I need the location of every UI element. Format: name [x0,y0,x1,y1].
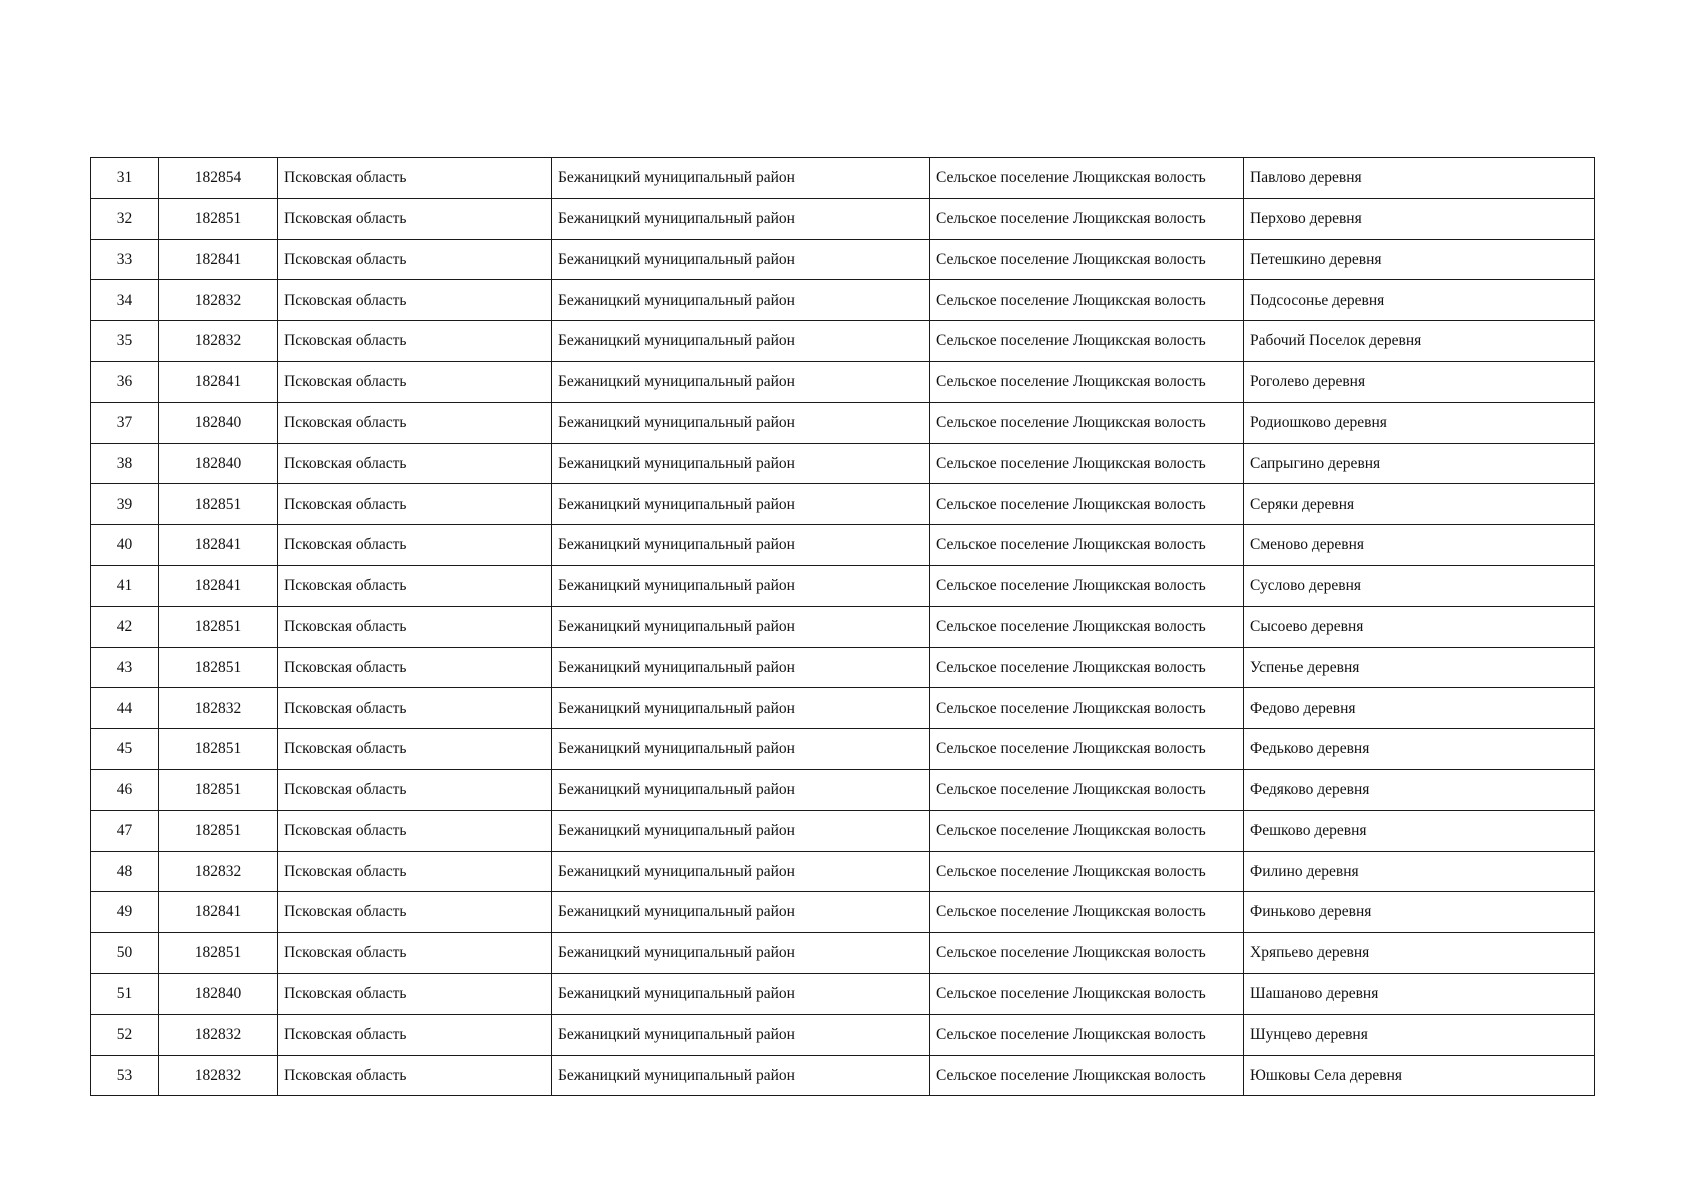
district-cell: Бежаницкий муниципальный район [552,729,930,770]
row-number-cell: 51 [91,973,159,1014]
district-cell: Бежаницкий муниципальный район [552,443,930,484]
district-cell: Бежаницкий муниципальный район [552,158,930,199]
row-number-cell: 41 [91,565,159,606]
settlement-cell: Сельское поселение Лющикская волость [930,484,1244,525]
region-cell: Псковская область [278,402,552,443]
settlement-cell: Сельское поселение Лющикская волость [930,606,1244,647]
table-row [91,1014,1595,1055]
row-number-cell: 37 [91,402,159,443]
row-number-cell: 34 [91,280,159,321]
region-cell: Псковская область [278,443,552,484]
table-body [91,158,1595,1096]
district-cell: Бежаницкий муниципальный район [552,933,930,974]
postal-code-cell: 182832 [159,321,278,362]
postal-code-cell: 182840 [159,443,278,484]
table-row [91,484,1595,525]
locality-cell: Сменово деревня [1244,525,1595,566]
district-cell: Бежаницкий муниципальный район [552,892,930,933]
settlement-cell: Сельское поселение Лющикская волость [930,1014,1244,1055]
table-row [91,198,1595,239]
district-cell: Бежаницкий муниципальный район [552,565,930,606]
region-cell: Псковская область [278,565,552,606]
district-cell: Бежаницкий муниципальный район [552,973,930,1014]
district-cell: Бежаницкий муниципальный район [552,647,930,688]
row-number-cell: 36 [91,361,159,402]
settlement-cell: Сельское поселение Лющикская волость [930,647,1244,688]
postal-code-cell: 182841 [159,361,278,402]
row-number-cell: 38 [91,443,159,484]
locality-cell: Сапрыгино деревня [1244,443,1595,484]
table-row [91,606,1595,647]
postal-code-cell: 182832 [159,1055,278,1096]
settlement-cell: Сельское поселение Лющикская волость [930,239,1244,280]
table-row [91,769,1595,810]
settlement-cell: Сельское поселение Лющикская волость [930,525,1244,566]
district-cell: Бежаницкий муниципальный район [552,525,930,566]
region-cell: Псковская область [278,361,552,402]
locality-cell: Роголево деревня [1244,361,1595,402]
locality-cell: Рабочий Поселок деревня [1244,321,1595,362]
settlement-cell: Сельское поселение Лющикская волость [930,851,1244,892]
region-cell: Псковская область [278,606,552,647]
postal-code-cell: 182841 [159,892,278,933]
locality-cell: Юшковы Села деревня [1244,1055,1595,1096]
postal-code-cell: 182851 [159,647,278,688]
region-cell: Псковская область [278,280,552,321]
postal-code-cell: 182841 [159,525,278,566]
locality-cell: Родиошково деревня [1244,402,1595,443]
settlement-cell: Сельское поселение Лющикская волость [930,729,1244,770]
row-number-cell: 39 [91,484,159,525]
district-cell: Бежаницкий муниципальный район [552,851,930,892]
settlement-cell: Сельское поселение Лющикская волость [930,769,1244,810]
locality-cell: Фешково деревня [1244,810,1595,851]
settlement-cell: Сельское поселение Лющикская волость [930,688,1244,729]
locality-cell: Финьково деревня [1244,892,1595,933]
locality-cell: Филино деревня [1244,851,1595,892]
row-number-cell: 53 [91,1055,159,1096]
region-cell: Псковская область [278,1055,552,1096]
postal-code-cell: 182854 [159,158,278,199]
locality-cell: Петешкино деревня [1244,239,1595,280]
table-row [91,158,1595,199]
locality-cell: Шашаново деревня [1244,973,1595,1014]
row-number-cell: 46 [91,769,159,810]
region-cell: Псковская область [278,239,552,280]
row-number-cell: 40 [91,525,159,566]
settlements-table [90,157,1595,1096]
table-row [91,565,1595,606]
row-number-cell: 42 [91,606,159,647]
table-row [91,321,1595,362]
district-cell: Бежаницкий муниципальный район [552,688,930,729]
postal-code-cell: 182832 [159,688,278,729]
table-row [91,647,1595,688]
locality-cell: Федово деревня [1244,688,1595,729]
table-row [91,402,1595,443]
table-row [91,688,1595,729]
locality-cell: Сысоево деревня [1244,606,1595,647]
row-number-cell: 43 [91,647,159,688]
table-row [91,525,1595,566]
row-number-cell: 48 [91,851,159,892]
table-row [91,280,1595,321]
district-cell: Бежаницкий муниципальный район [552,484,930,525]
region-cell: Псковская область [278,933,552,974]
locality-cell: Павлово деревня [1244,158,1595,199]
region-cell: Псковская область [278,1014,552,1055]
settlement-cell: Сельское поселение Лющикская волость [930,158,1244,199]
row-number-cell: 52 [91,1014,159,1055]
row-number-cell: 50 [91,933,159,974]
settlement-cell: Сельское поселение Лющикская волость [930,198,1244,239]
district-cell: Бежаницкий муниципальный район [552,402,930,443]
locality-cell: Хряпьево деревня [1244,933,1595,974]
region-cell: Псковская область [278,647,552,688]
postal-code-cell: 182840 [159,402,278,443]
region-cell: Псковская область [278,973,552,1014]
table-row [91,810,1595,851]
locality-cell: Успенье деревня [1244,647,1595,688]
region-cell: Псковская область [278,484,552,525]
postal-code-cell: 182851 [159,933,278,974]
region-cell: Псковская область [278,158,552,199]
settlement-cell: Сельское поселение Лющикская волость [930,402,1244,443]
postal-code-cell: 182851 [159,606,278,647]
settlement-cell: Сельское поселение Лющикская волость [930,933,1244,974]
locality-cell: Подсосонье деревня [1244,280,1595,321]
settlement-cell: Сельское поселение Лющикская волость [930,892,1244,933]
row-number-cell: 32 [91,198,159,239]
locality-cell: Суслово деревня [1244,565,1595,606]
row-number-cell: 31 [91,158,159,199]
row-number-cell: 49 [91,892,159,933]
settlement-cell: Сельское поселение Лющикская волость [930,280,1244,321]
postal-code-cell: 182841 [159,565,278,606]
postal-code-cell: 182851 [159,198,278,239]
row-number-cell: 33 [91,239,159,280]
district-cell: Бежаницкий муниципальный район [552,321,930,362]
row-number-cell: 35 [91,321,159,362]
settlement-cell: Сельское поселение Лющикская волость [930,1055,1244,1096]
table-row [91,729,1595,770]
district-cell: Бежаницкий муниципальный район [552,239,930,280]
region-cell: Псковская область [278,688,552,729]
table-row [91,239,1595,280]
table-row [91,361,1595,402]
table-row [91,443,1595,484]
settlement-cell: Сельское поселение Лющикская волость [930,565,1244,606]
region-cell: Псковская область [278,729,552,770]
district-cell: Бежаницкий муниципальный район [552,280,930,321]
table-row [91,1055,1595,1096]
district-cell: Бежаницкий муниципальный район [552,361,930,402]
region-cell: Псковская область [278,892,552,933]
postal-code-cell: 182851 [159,769,278,810]
postal-code-cell: 182832 [159,1014,278,1055]
settlement-cell: Сельское поселение Лющикская волость [930,810,1244,851]
table-row [91,973,1595,1014]
row-number-cell: 45 [91,729,159,770]
locality-cell: Перхово деревня [1244,198,1595,239]
locality-cell: Серяки деревня [1244,484,1595,525]
postal-code-cell: 182851 [159,810,278,851]
region-cell: Псковская область [278,525,552,566]
settlement-cell: Сельское поселение Лющикская волость [930,321,1244,362]
region-cell: Псковская область [278,321,552,362]
postal-code-cell: 182841 [159,239,278,280]
region-cell: Псковская область [278,198,552,239]
district-cell: Бежаницкий муниципальный район [552,769,930,810]
district-cell: Бежаницкий муниципальный район [552,198,930,239]
settlement-cell: Сельское поселение Лющикская волость [930,443,1244,484]
region-cell: Псковская область [278,769,552,810]
postal-code-cell: 182851 [159,484,278,525]
district-cell: Бежаницкий муниципальный район [552,1055,930,1096]
row-number-cell: 44 [91,688,159,729]
locality-cell: Федяково деревня [1244,769,1595,810]
locality-cell: Федьково деревня [1244,729,1595,770]
table-row [91,851,1595,892]
table-row [91,933,1595,974]
settlement-cell: Сельское поселение Лющикская волость [930,361,1244,402]
postal-code-cell: 182832 [159,851,278,892]
postal-code-cell: 182851 [159,729,278,770]
district-cell: Бежаницкий муниципальный район [552,810,930,851]
postal-code-cell: 182832 [159,280,278,321]
region-cell: Псковская область [278,810,552,851]
locality-cell: Шунцево деревня [1244,1014,1595,1055]
settlement-cell: Сельское поселение Лющикская волость [930,973,1244,1014]
district-cell: Бежаницкий муниципальный район [552,606,930,647]
table-row [91,892,1595,933]
postal-code-cell: 182840 [159,973,278,1014]
region-cell: Псковская область [278,851,552,892]
row-number-cell: 47 [91,810,159,851]
district-cell: Бежаницкий муниципальный район [552,1014,930,1055]
